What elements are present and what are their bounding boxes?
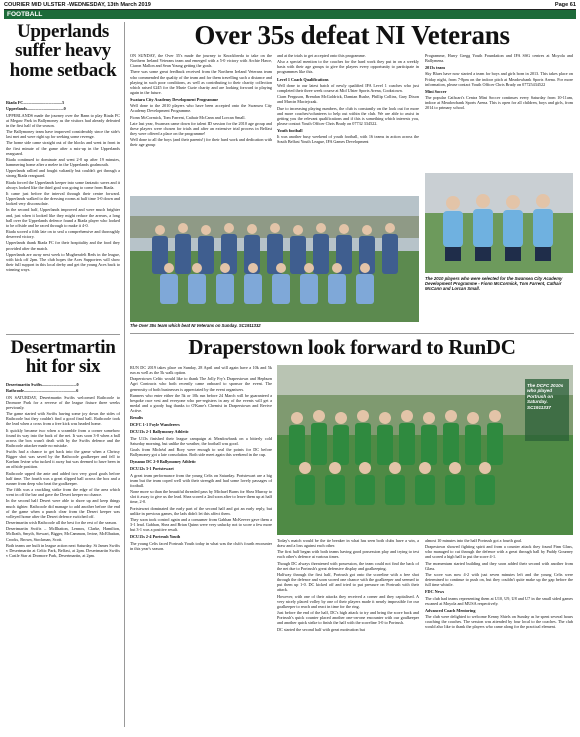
subheading: Results <box>130 415 144 421</box>
paragraph: The home side came straight out of the blocks and went in front in the first minute of the game after a mix-up in the Upperlands rearguard. <box>6 140 120 156</box>
veterans-col-3 <box>425 53 573 171</box>
paragraph: Desertmartin wish Rathcoole all the best for the rest of the season. <box>6 520 118 526</box>
article-rule <box>130 333 574 334</box>
paragraph: Also a special mention to the coaches for the hard work they put in on a weekly basis with their age groups to give the players every opportunity to participate in programmes like this. <box>277 59 419 75</box>
paragraph: Halfway through the first half, Portrush got onto the scoreline with a free shot through the defence and soon scored one chance with the goalkeeper and seemed to put them up 1-0. DC kicked off and tried to put pressure on Portrush with their attack. <box>277 572 419 593</box>
draperstown-team-photo <box>277 365 573 535</box>
masthead-title: COURIER MID ULSTER -WEDNESDAY, 13th March 2019 <box>4 2 151 8</box>
paragraph: Desertmartin Swifts – McIlhatton, Lennox, Clarke, Hamilton, McIlrath, Smyth, Stewart, Bigger, McCammon, Irvine, McElhattan, Crooks, Brown, Stockman, Scott. <box>6 526 120 542</box>
paragraph: and at the trials to get accepted onto this programme. <box>277 53 366 58</box>
paragraph: It was another busy weekend of youth football, with 16 teams in action across the South Belfast Youth League, IFA Games Development <box>277 134 419 145</box>
paragraph: The Ballymoney team have improved considerably since the side's last met and were right up for seeking some revenge. <box>6 129 120 140</box>
paragraph: None more so than the beautiful threaded pass by Michael Burns for Shea Murray to slot it away to give us the lead. Shea scored a 2nd soon after to leave them up at half time, 2-0. <box>130 489 272 505</box>
upperlands-headline: Upperlands suffer heavy home setback <box>9 21 117 81</box>
paragraph: Today's match would be the tie breaker in what has seen both clubs have a win, a draw and a loss against each other. <box>277 538 419 549</box>
paragraph: DC started the second half with great motivation but <box>277 626 365 632</box>
upperlands-body <box>6 98 120 333</box>
paragraph: ON SUNDAY, the Over 35's made the journey to Knockbreda to take on the Northern Ireland Veterans team and emerged with a 5-0 victory with Archie Hawe, Ciaron Mallon and Sean Young getting the goals. <box>130 53 272 69</box>
column-rule <box>124 22 125 727</box>
paragraph: In the second half, Upperlands improved and were much brighter and, just when it looked like they might reduce the arrears, a long ball over the Upperlands defence found a Riada player who looked to be offside and he raced through to make it 4-0. <box>6 207 120 228</box>
section-bar: FOOTBALL <box>4 10 576 19</box>
draperstown-photo-caption: The DCFC 2010s who played Portrush on Saturday. SC1911337 <box>527 383 564 410</box>
paragraph: The club were delighted to welcome Kenny Shiels on Sunday as he spent several hours coaching the coaches. The session was attended by four local to the coaches. The club would also like to thank the players who came along for the practical element. <box>425 614 573 630</box>
paragraph: In the second half Desert were able to shore up and keep things much tighter. Rathcoole did manage to add another before the end of the game when a punch clear from the Desert keeper was volleyed home after the Desert defence switched off. <box>6 498 120 519</box>
subheading: Youth football <box>277 127 303 133</box>
paragraph: Goals from Michéal and Rory were enough to seal the points for DC before Ballymoney got a late consolation. Both side meet again this weekend in the cup. <box>130 447 272 458</box>
academy-photo-caption: The 2010 players who were selected for the Swansea City Academy Development Programme - Fionn McCormick, Tom Farrent, Cathair McCann and Lorcan Small. <box>425 276 563 291</box>
paragraph: Upperlands thank Riada FC for their hospitality and the food they provided after the match. <box>6 240 120 251</box>
team-photo-illustration <box>130 196 419 322</box>
paragraph: Upperlands are away next week to Mugherafelt Reds in the league, with kick off 2pm. The club hopes the Aces Supporters will show their full support in this local derby and get the young Aces back to winning ways. <box>6 251 120 273</box>
paragraph: Rathcoole upped the ante and added two very good goals before half time. The fourth was a great slipped ball across the box and a runner from deep who beat the goalkeeper. <box>6 470 120 486</box>
paragraph: There was some great feedback received from the Northern Ireland Veterans team who commended the quality of the team and for them travelling such a distance and playing in such poor conditions, as well as contributing to their charity collection which raised £245 for the Marie Curie charity and are looking forward to playing again in the future. <box>130 69 272 95</box>
paragraph: Drapestown showed fighting spirit and from a counter attack they found Finn Glass, who managed to cut through the defence with a great through ball by Paddy Gourney and scored a high ball to put the score 4-1. <box>425 544 573 560</box>
veterans-headline: Over 35s defeat NI Veterans <box>194 20 510 50</box>
veterans-team-photo <box>130 196 419 322</box>
academy-players-photo <box>425 173 573 273</box>
paragraph: Though DC always threatened with possession, the team could not find the back of the net due to Portrush's great defensive display and goalkeeping. <box>277 560 419 571</box>
paragraph: Programme, Harry Gregg Youth Foundation and IFA SSG centres at Moyola and Ballymena. <box>425 53 573 64</box>
desertmartin-headline: Desertmartin hit for six <box>10 337 116 378</box>
paragraph: They soon took control again and a consumer from Gabhan McKeever gave them a 3-1 lead. Gabhan, Shea and Brian Quinn were very unlucky not to score a few more but 3-1 was a positive result. <box>130 516 272 533</box>
paragraph: Ciarn Ferguson, Brendan McGoldrick, Damian Rushe, Phillip Collins, Gary Dixon and Marcin Maciejczak. <box>277 94 419 105</box>
score-line: Desertmartin Swifts.................................0 <box>6 382 79 387</box>
paragraph: almost 10 minutes into the half Portrush got a fourth goal. <box>425 538 523 543</box>
paragraph: The score was now 4-2 with just seven minutes left and the young Celts were determined to continue to push on, but they couldn't quite make up the gap before the full time whistle. <box>425 572 573 588</box>
subheading: Level 1 Coach Qualifications <box>277 76 329 82</box>
article-rule <box>6 334 120 335</box>
paragraph: Well done to all the boys (and their parents!) for their hard work and dedication with their age group <box>130 137 272 148</box>
veterans-col-2 <box>277 53 419 194</box>
paragraph: Fionn McCormick, Tom Farrent, Cathair McCann and Lorcan Small. <box>130 114 246 120</box>
paragraph: It quickly became two when a scramble from a corner somehow found its way into the back of the net. It was soon 3-0 when a ball across the box wasn't dealt with by the Swifts defence and the Rathcoole attacker made no mistake. <box>6 427 120 448</box>
paragraph: The fifth was a crackling strike from the edge of the area which went in off the bar and gave the Desert keeper no chance. <box>6 487 120 498</box>
paragraph: UPPERLANDS made the journey over the Bann to play Riada FC at Megaw Park in Ballymoney as the visitors had already defeated in the first half of the season. <box>6 112 120 128</box>
paragraph: Just before the end of the half, DC's high attack to try and bring the score back and Portrush's quick counter placed another one-on-one encounter with our goalkeeper and another quick strike to finish the half with the scoreline 3-0 to Portrush. <box>277 610 419 626</box>
paragraph: Upperlands rallied and fought valiantly but couldn't get through a strong Riada rearguard. <box>6 168 120 179</box>
paragraph: However, with one of their attacks they received a corner and they capitalised. A very nicely placed volley by one of their players made it nearly impossible for our goalkeeper to reach and react in time for the ring. <box>277 593 419 609</box>
paragraph: Riada continued to dominate and went 2-0 up after 19 minutes, hammering home after a melee in the Upperlands goalmouth. <box>6 156 120 167</box>
paragraph: The first half began with both teams having good possession play and trying to test each other's defence at various times. <box>277 549 419 560</box>
draperstown-col-2 <box>277 538 419 732</box>
page-number: Page 61 <box>554 2 576 8</box>
subheading: Dynamo DC 2-0 Ballymoney Athletic <box>130 459 197 465</box>
draperstown-col-1 <box>130 365 272 732</box>
paragraph: Runners who enter either the 5k or 10k run before 24 March will be guaranteed a bespoke race vest and everyone who pre-registers in any of the events will get a medal and a goody bag thanks to O'Kane's Chemist in Draperstown and Revive Active. <box>130 392 272 414</box>
subheading: DCU12s 3-1 Portstewart <box>130 466 174 472</box>
paragraph: Swifts had a chance to get back into the game when a Chrissy Bigger shot was saved by the Rathcoole goalkeeper and fell to Kaelum Irvine who tucked it away but was deemed to have been in an offside position. <box>6 449 120 470</box>
draperstown-col-3 <box>425 538 573 732</box>
veterans-photo-caption: The Over 35s team which beat NI Veterans on Sunday. SC1911332 <box>130 323 261 328</box>
paragraph: The game started with Swifts having some joy down the sides of Rathcoole but they couldn't find a good final ball. Rathcoole took the lead when a cross from a free kick was headed home. <box>6 411 120 427</box>
paragraph: Portstewart dominated the early part of the second half and got an early reply, but unlike in previous games, the lads didn't let this affect them. <box>130 505 272 516</box>
paragraph: Well done to the 2010 players who have been accepted onto the Swansea City Academy Development Programme. <box>130 103 272 114</box>
paragraph: Sky Blues have now started a team for boys and girls born in 2013. This takes place on Friday night, from 7-8pm on the indoor pitch at Meadowbank Sports Arena. For more information, please contact Youth Officer Chris Brady on 07725434522 <box>425 71 573 87</box>
paragraph: The club had teams representing them at U10, U9, U8 and U7 in the small sided games escaned at Moyola and MUSA respectively. <box>425 595 573 606</box>
paragraph: Draperstown Celtic would like to thank The Jolly Fry's Draperstown and Hepburn Agri Contracts who both recently came onboard to sponsor the event. The generosity of both businesses is appreciated by the event organisers. <box>130 376 272 392</box>
academy-photo-illustration <box>425 173 573 273</box>
paragraph: A great team performance from the young Celts on Saturday. Portstewart are a big team but the team coped well with their strength and had some lovely passages of football. <box>130 472 272 488</box>
paragraph: The momentum started building and they soon added their second with another from Glass. <box>425 560 573 571</box>
paragraph: Riada forced the Upperlands keeper into some fantastic saves and it always looked like the third goal was going to come from Riada. <box>6 179 120 190</box>
paragraph: Late last year, Swansea came down for talent ID session for the 2010 age group and these players were chosen for trials and after an extensive trial process in Belfast they were offered a place on the programme! <box>130 120 272 137</box>
score-line: Riada FC.....................................5 <box>6 100 65 105</box>
subheading: Mini Soccer <box>425 88 447 94</box>
paragraph: Due to increasing playing numbers, the club is constantly on the look out for more and more coaches/volunteers to help out within the club. We are able to assist in getting you the relevant qualifications and if this is something which interests you, please contact Youth Officer Chris Brady on 07732 334522. <box>277 105 419 126</box>
score-line: Rathcoole..................................................6 <box>6 388 79 394</box>
subheading: FDC News <box>425 589 445 595</box>
paragraph: The young Celts faced Portrush Youth today in what was the club's fourth encounter in this year's season. <box>130 540 272 551</box>
paragraph: ON SATURDAY, Desertmartin Swifts welcomed Rathcoole to Dromore Park for a reverse of the league fixture three weeks previously. <box>6 394 120 410</box>
subheading: DCFC 1-1 Foyle Wanderers <box>130 422 180 428</box>
paragraph: Well done to our latest batch of newly qualified IFA Level 1 coaches who just completed their three week course at Mid Ulster Sports Arena, Cookstown. <box>277 82 419 93</box>
veterans-col-1 <box>130 53 272 194</box>
paragraph: RUN DC 2019 takes place on Sunday, 28 April and will again have a 10k and 5k run as well as the 5k walk option. <box>130 365 272 376</box>
subheading: DCU13s 2-1 Ballymoney Athletic <box>130 429 189 435</box>
paragraph: Riada scored a fifth late on to seal a comprehensive and thoroughly deserved victory. <box>6 229 120 240</box>
draperstown-headline: Draperstown look forward to RunDC <box>188 335 516 359</box>
paragraph: Both teams are built in league action next Saturday. St James Swifts v Desertmartin at Celtic Park, Belfast, at 2pm. Desertmartin Swifts v Castle Star at Dromore Park, Desertmartin, at 2pm. <box>6 542 120 558</box>
subheading: 2013s team <box>425 65 445 71</box>
paragraph: The U13s finished their league campaign at Meadowbank on a bitterly cold Saturday morning, but unlike the weather, the football was good. <box>130 435 272 446</box>
subheading: DCU15s 2-4 Portrush Youth <box>130 534 181 540</box>
subheading: Swatara City Academy Development Programme <box>130 96 219 102</box>
paragraph: The popular Cathcart's Centra Mini Soccer continues every Saturday from 10-11am, indoor at Meadowbank Sports Arena. This is open for all children, boys and girls, from 2014 to primary school. <box>425 95 573 111</box>
desertmartin-body <box>6 380 120 730</box>
subheading: Advanced Coach Mentoring <box>425 607 476 613</box>
paragraph: It came just before the interval through their centre forward. Upperlands walked to the dressing rooms at half time 3-0 down and looked very disconsolate. <box>6 191 120 207</box>
masthead <box>4 1 576 10</box>
score-line: Upperlands...................................0 <box>6 106 66 112</box>
